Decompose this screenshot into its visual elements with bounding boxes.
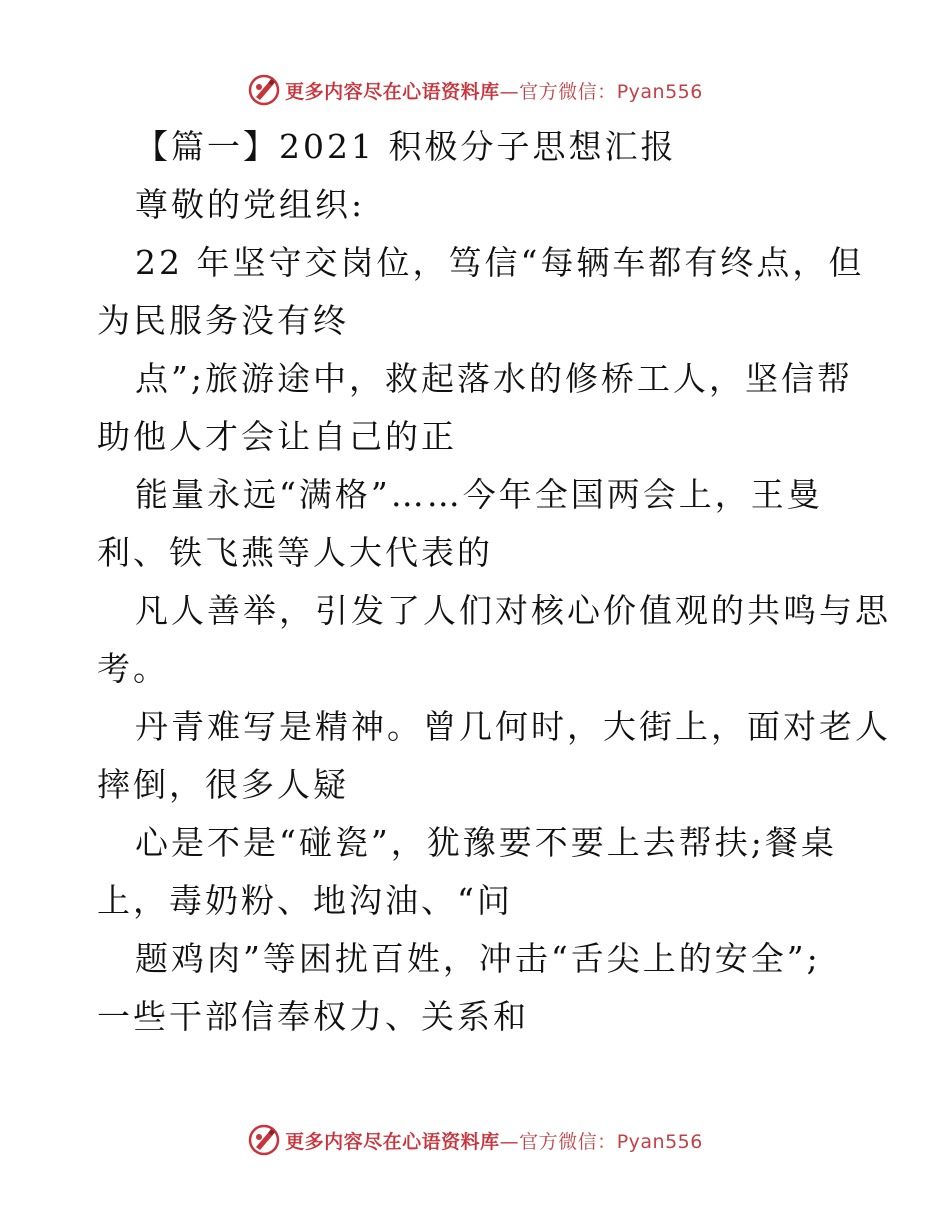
text-line: 助他人才会让自己的正 (97, 417, 457, 456)
watermark-wechat-id: Pyan556 (616, 1130, 703, 1153)
logo-icon (247, 1123, 281, 1157)
header-watermark (0, 70, 950, 110)
watermark-separator: — (499, 80, 520, 103)
text-line: 上，毒奶粉、地沟油、“问 (97, 881, 513, 920)
text-line: 题鸡肉”等困扰百姓，冲击“舌尖上的安全”; (135, 939, 821, 978)
text-line: 摔倒，很多人疑 (97, 765, 349, 804)
watermark-site: 更多内容尽在心语资料库 (285, 80, 500, 103)
document-title: 【篇一】2021 积极分子思想汇报 (135, 127, 677, 166)
text-line: 一些干部信奉权力、关系和 (97, 997, 529, 1036)
text-line: 考。 (97, 649, 169, 688)
document-body (97, 118, 891, 1046)
watermark-wechat-label: 官方微信： (519, 1130, 617, 1153)
text-line: 心是不是“碰瓷”，犹豫要不要上去帮扶;餐桌 (135, 823, 837, 862)
text-line: 能量永远“满格”……今年全国两会上，王曼 (135, 475, 823, 514)
text-line: 尊敬的党组织: (135, 185, 366, 224)
text-line: 为民服务没有终 (97, 301, 349, 340)
watermark-site: 更多内容尽在心语资料库 (285, 1130, 500, 1153)
logo-icon (247, 73, 281, 107)
text-line: 点”;旅游途中，救起落水的修桥工人，坚信帮 (135, 359, 853, 398)
watermark-wechat-id: Pyan556 (616, 80, 703, 103)
watermark-wechat-label: 官方微信： (519, 80, 617, 103)
footer-watermark (0, 1120, 950, 1160)
text-line: 丹青难写是精神。曾几何时，大街上，面对老人 (135, 707, 891, 746)
text-line: 利、铁飞燕等人大代表的 (97, 533, 493, 572)
text-line: 22 年坚守交岗位，笃信“每辆车都有终点，但 (135, 243, 865, 282)
watermark-separator: — (499, 1130, 520, 1153)
text-line: 凡人善举，引发了人们对核心价值观的共鸣与思 (135, 591, 891, 630)
